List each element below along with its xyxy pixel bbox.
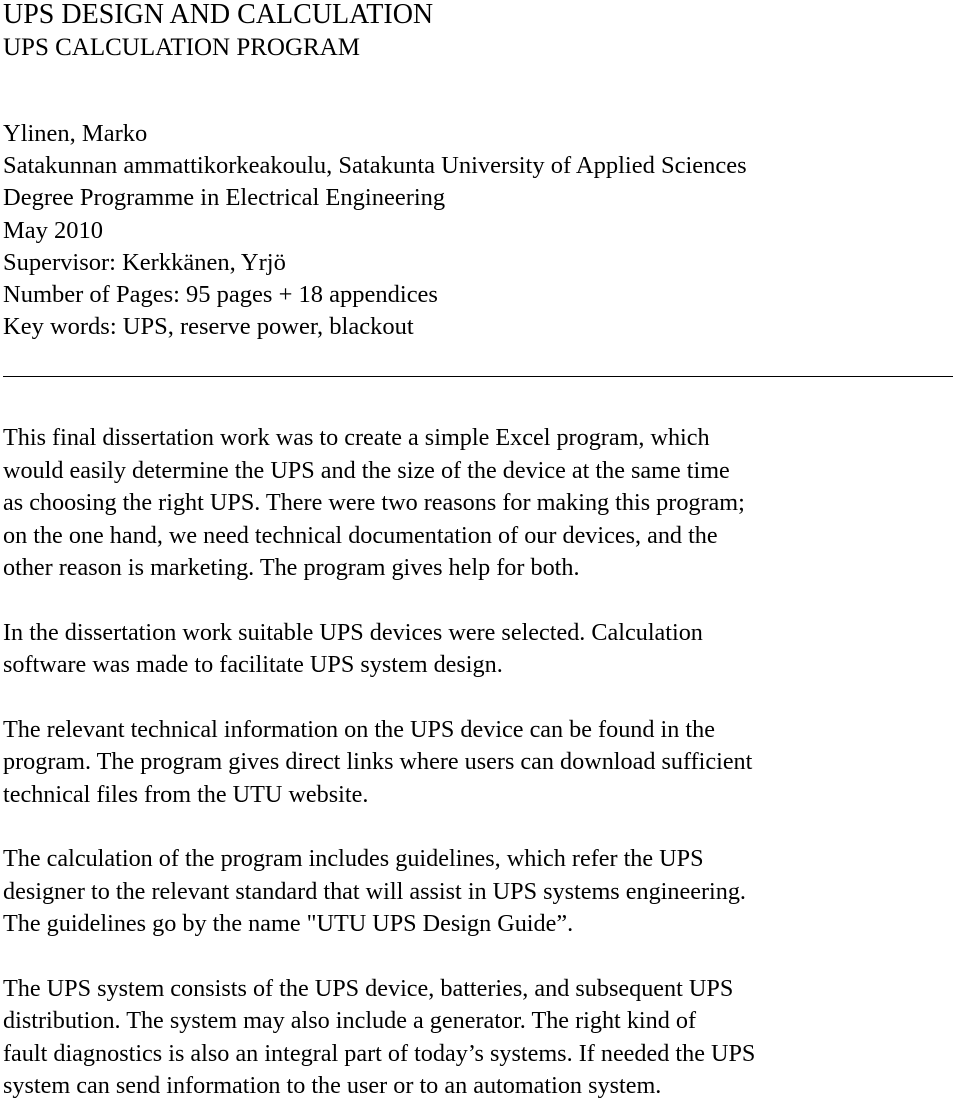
- keywords: Key words: UPS, reserve power, blackout: [3, 313, 414, 341]
- date: May 2010: [3, 216, 104, 244]
- metadata-block: [3, 118, 959, 343]
- document-title: UPS DESIGN AND CALCULATION: [3, 0, 434, 30]
- author: Ylinen, Marko: [3, 120, 148, 147]
- document-page: [3, 0, 959, 1103]
- degree-programme: Degree Programme in Electrical Engineering: [3, 184, 446, 212]
- abstract-body: [3, 422, 959, 1103]
- supervisor: Supervisor: Kerkkänen, Yrjö: [3, 248, 286, 276]
- abstract-paragraph: The relevant technical information on the UPS device can be found in the program. The program gives direct links where users can download sufficient technical files from the UTU website.: [3, 715, 753, 808]
- abstract-paragraph: The UPS system consists of the UPS device, batteries, and subsequent UPS distribution. The system may also include a generator. The right kind of fault diagnostics is also an integral part of today’s systems. If needed the UPS system can send information to the user or to an automation system.: [3, 974, 756, 1100]
- document-subtitle: UPS CALCULATION PROGRAM: [3, 34, 360, 61]
- abstract-paragraph: This final dissertation work was to create a simple Excel program, which would easily determine the UPS and the size of the device at the same time as choosing the right UPS. There were two reasons for making this program; on the one hand, we need technical documentation of our devices, and the other reason is marketing. The program gives help for both.: [3, 424, 745, 582]
- institution: Satakunnan ammattikorkeakoulu, Satakunta University of Applied Sciences: [3, 152, 747, 180]
- page-count: Number of Pages: 95 pages + 18 appendices: [3, 281, 438, 309]
- abstract-paragraph: In the dissertation work suitable UPS devices were selected. Calculation software was made to facilitate UPS system design.: [3, 618, 703, 679]
- abstract-paragraph: The calculation of the program includes guidelines, which refer the UPS designer to the relevant standard that will assist in UPS systems engineering. The guidelines go by the name "UTU UPS Design Guide”.: [3, 845, 746, 938]
- divider-rule: [3, 376, 953, 377]
